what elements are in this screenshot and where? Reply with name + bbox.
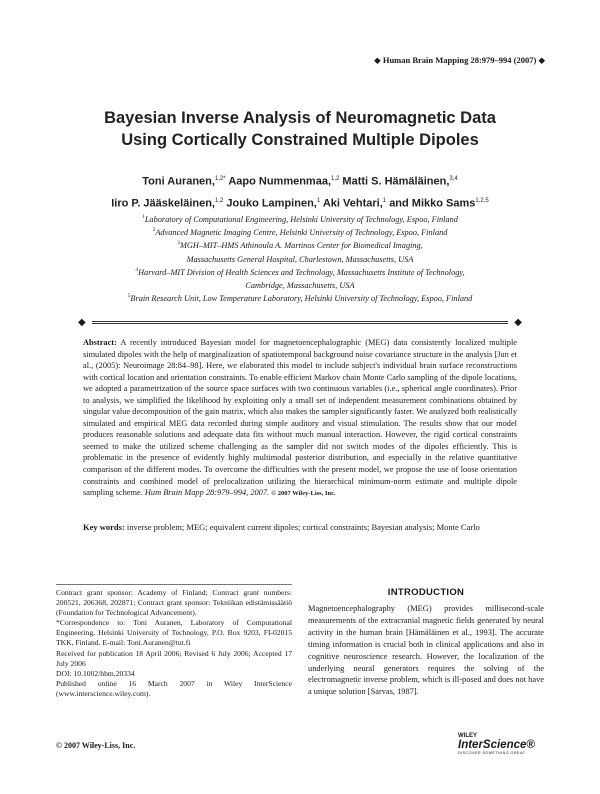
author-name: Aapo Nummenmaa,	[228, 175, 332, 188]
logo-top: WILEY	[458, 733, 477, 739]
author-name: and Mikko Sams	[389, 197, 476, 210]
section-heading-introduction: INTRODUCTION	[387, 587, 465, 598]
affiliation	[55, 265, 545, 278]
keywords-text: inverse problem; MEG; equivalent current dipoles; cortical constraints; Bayesian analysis; Monte Carlo	[126, 522, 480, 532]
divider-line	[92, 321, 508, 324]
affiliation	[55, 278, 545, 291]
author-sup: 3,4	[449, 176, 458, 182]
affiliation-sup: 5	[127, 293, 131, 300]
affiliations	[55, 212, 545, 304]
footnote-rule	[56, 584, 292, 585]
footnote-doi: DOI: 10.1002/hbm.20334	[56, 668, 135, 678]
author-sup: 1,2	[214, 197, 224, 204]
abstract-citation: Hum Brain Mapp 28:979–994, 2007.	[144, 488, 270, 498]
author-sup: 1	[382, 197, 387, 204]
footnote-correspondence: *Correspondence to: Toni Auranen, Laboratory of Computational Engineering, Helsinki University of Technology, P.O. Box 9203, FI-02015 TKK, Finland. E-mail: Toni.Auranen@tut.fi	[56, 618, 292, 648]
title-line-2: Using Cortically Constrained Multiple Dipoles	[121, 131, 479, 149]
diamond-icon: ◆	[374, 55, 381, 65]
title-line-1: Bayesian Inverse Analysis of Neuromagnetic Data	[104, 109, 496, 127]
section-divider	[78, 316, 522, 330]
abstract-text: A recently introduced Bayesian model for magnetoencephalographic (MEG) data consistently localized multiple simulated dipoles with the help of marginalization of spatiotemporal background noise covariance structure in the analysis [Jun et al., (2005): Neuroimage 28:84–98]. Here, we elaborated this model to include subject's individual brain surface reconstructions with cortical location and orientation constraints. To enable efficient Markov chain Monte Carlo sampling of the dipole locations, we adopted a parametrization of the source space surfaces with two continuous variables (i.e., spherical angle coordinates). Prior to analysis, we simplified the likelihood by exploiting only a small set of independent measurement combinations obtained by singular value decomposition of the gain matrix, which also makes the sampler significantly faster. We analyzed both realistically simulated and empirical MEG data recorded during simple auditory and visual stimulation. The results show that our model produces reasonable solutions and adequate data fits without much manual interaction. However, the rigid cortical constraints seemed to make the utilized scheme challenging as the sampler did not switch modes of the dipoles efficiently. This is problematic in the presence of evidently highly multimodal posterior distribution, and especially in the relative quantitative comparison of the different modes. To overcome the difficulties with the present model, we propose the use of loose orientation constraints and combined model of prelocalization utilizing the hierarchical minimum-norm estimate and multiple dipole sampling scheme.	[83, 338, 517, 498]
affiliation-sup: 1	[142, 214, 145, 220]
author-sup: 1	[316, 197, 321, 204]
affiliation-sup: 2	[152, 227, 156, 234]
author-name: Aki Vehtari,	[322, 197, 383, 210]
footnotes	[56, 588, 292, 699]
paper-title	[60, 107, 540, 151]
footnote-grant: Contract grant sponsor: Academy of Finland; Contract grant numbers: 200521, 206368, 202871; Contract grant sponsor: Tekniikan edistämissäätiö (Foundation for Technological Advancement).	[56, 588, 292, 618]
footnote-published: Published online 16 March 2007 in Wiley InterScience (www.interscience.wiley.com).	[56, 678, 292, 698]
abstract-label: Abstract:	[83, 338, 117, 347]
author-line-2	[55, 192, 545, 214]
diamond-icon: ◆	[514, 317, 522, 328]
author-name: Matti S. Hämäläinen,	[342, 175, 450, 188]
affiliation-text: Laboratory of Computational Engineering, Helsinki University of Technology, Espoo, Finland	[144, 214, 458, 224]
author-line-1	[55, 170, 545, 192]
affiliation-sup: 3	[177, 240, 180, 247]
author-sup: 1,2*	[214, 176, 226, 182]
affiliation	[55, 252, 545, 265]
affiliation-text: Brain Research Unit, Low Temperature Laboratory, Helsinki University of Technology, Espoo, Finland	[130, 293, 473, 303]
author-name: Toni Auranen,	[142, 175, 215, 188]
affiliation	[55, 225, 545, 238]
affiliation-text: Cambridge, Massachusetts, USA	[245, 280, 355, 290]
abstract	[83, 337, 517, 500]
diamond-icon: ◆	[78, 317, 86, 328]
author-name: Iiro P. Jääskeläinen,	[111, 197, 215, 210]
affiliation-text: Harvard–MIT Division of Health Sciences and Technology, Massachusetts Institute of Technology,	[138, 267, 465, 277]
affiliation	[55, 238, 545, 251]
keywords-label: Key words:	[83, 522, 125, 532]
footnote-received: Received for publication 18 April 2006; Revised 6 July 2006; Accepted 17 July 2006	[56, 648, 292, 668]
wiley-interscience-logo	[458, 733, 548, 755]
author-sup: 1,2,5	[475, 197, 489, 204]
affiliation	[55, 212, 545, 225]
affiliation-text: MGH–MIT–HMS Athinoula A. Martinos Center for Biomedical Imaging,	[179, 241, 423, 251]
keywords	[83, 522, 517, 533]
affiliation-text: Massachusetts General Hospital, Charlestown, Massachusetts, USA	[186, 254, 414, 264]
page-copyright: © 2007 Wiley-Liss, Inc.	[56, 741, 136, 750]
journal-citation: Human Brain Mapping 28:979–994 (2007)	[382, 55, 537, 65]
logo-sub: DISCOVER SOMETHING GREAT	[458, 751, 526, 755]
abstract-copyright: © 2007 Wiley-Liss, Inc.	[271, 490, 336, 498]
introduction-text: Magnetoencephalography (MEG) provides millisecond-scale measurements of the extracranial magnetic fields generated by neural activity in the human brain [Hämäläinen et al., 1993]. The accurate timing information is crucial both in clinical applications and also in cognitive neuroscience research. However, the localization of the underlying neural generators requires the solving of the electromagnetic inverse problem, which is ill-posed and does not have a unique solution [Sarvas, 1987].	[308, 604, 544, 697]
diamond-icon: ◆	[538, 55, 545, 65]
affiliation-text: Advanced Magnetic Imaging Centre, Helsinki University of Technology, Espoo, Finland	[155, 227, 448, 237]
logo-main: InterScience®	[458, 739, 535, 751]
affiliation	[55, 291, 545, 304]
author-name: Jouko Lampinen,	[226, 197, 317, 210]
journal-header	[374, 55, 545, 66]
affiliation-sup: 4	[135, 266, 139, 273]
author-list	[55, 170, 545, 213]
author-sup: 1,2	[331, 176, 340, 182]
